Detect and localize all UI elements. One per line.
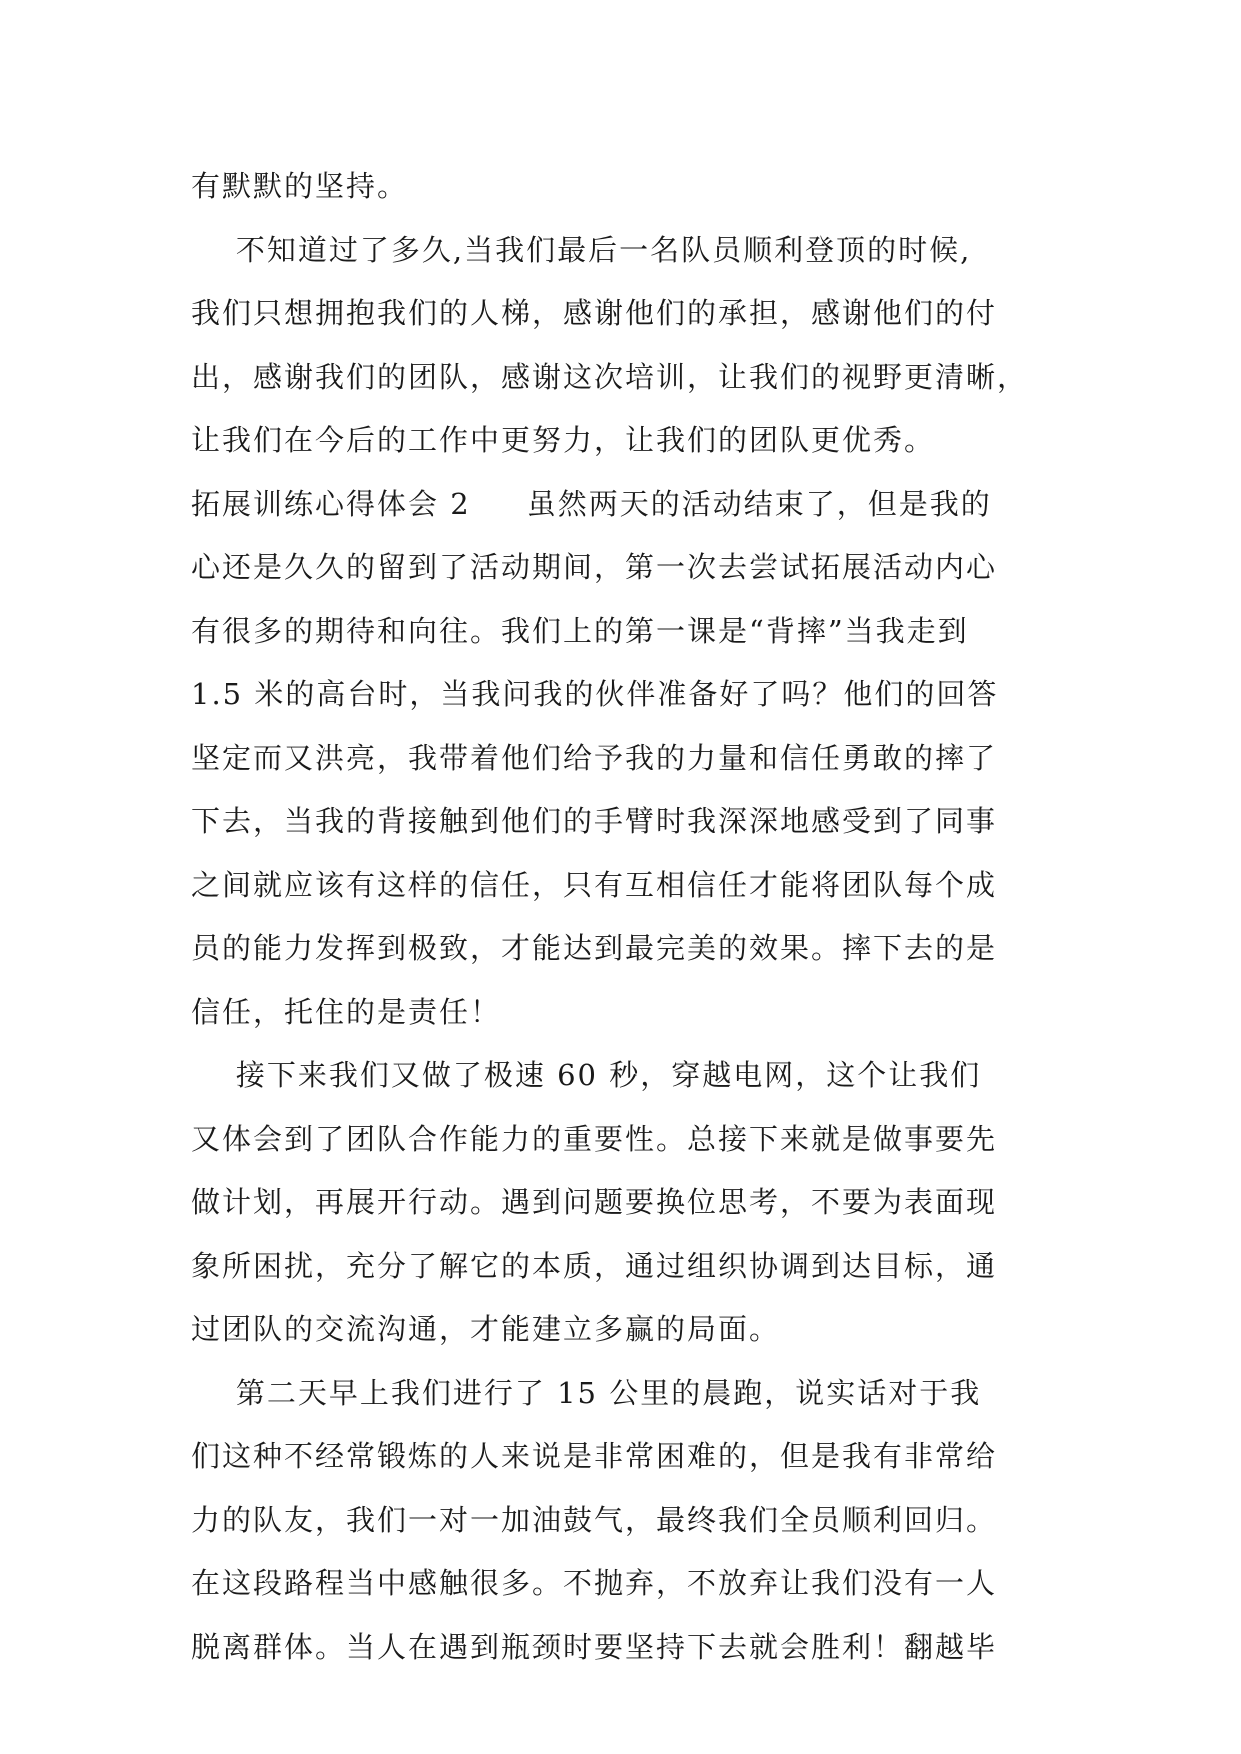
text-line: 第二天早上我们进行了 15 公里的晨跑，说实话对于我 xyxy=(191,1375,982,1410)
text-line: 让我们在今后的工作中更努力，让我们的团队更优秀。 xyxy=(191,423,936,457)
text-line: 有很多的期待和向往。我们上的第一课是“背摔”当我走到 xyxy=(191,613,969,648)
body-text xyxy=(191,155,1051,1679)
text-line: 1.5 米的高台时，当我问我的伙伴准备好了吗？他们的回答 xyxy=(191,677,999,711)
text-line: 坚定而又洪亮，我带着他们给予我的力量和信任勇敢的摔了 xyxy=(191,740,998,775)
text-line: 下去，当我的背接触到他们的手臂时我深深地感受到了同事 xyxy=(191,804,998,838)
text-line: 接下来我们又做了极速 60 秒，穿越电网，这个让我们 xyxy=(191,1058,982,1092)
text-line: 不知道过了多久,当我们最后一名队员顺利登顶的时候, xyxy=(191,232,972,267)
text-line: 力的队友，我们一对一加油鼓气，最终我们全员顺利回归。 xyxy=(191,1502,998,1537)
text-line: 们这种不经常锻炼的人来说是非常困难的，但是我有非常给 xyxy=(191,1439,998,1473)
text-line: 过团队的交流沟通，才能建立多赢的局面。 xyxy=(191,1312,781,1346)
text-line: 心还是久久的留到了活动期间，第一次去尝试拓展活动内心 xyxy=(191,550,998,584)
text-line: 之间就应该有这样的信任，只有互相信任才能将团队每个成 xyxy=(191,867,998,902)
text-line: 又体会到了团队合作能力的重要性。总接下来就是做事要先 xyxy=(191,1121,998,1156)
text-line: 脱离群体。当人在遇到瓶颈时要坚持下去就会胜利！翻越毕 xyxy=(191,1629,998,1664)
section-heading-line: 拓展训练心得体会 2 虽然两天的活动结束了，但是我的 xyxy=(191,486,992,521)
text-line: 有默默的坚持。 xyxy=(191,169,409,203)
text-line: 在这段路程当中感触很多。不抛弃，不放弃让我们没有一人 xyxy=(191,1566,998,1600)
text-line: 做计划，再展开行动。遇到问题要换位思考，不要为表面现 xyxy=(191,1185,998,1219)
text-line: 出，感谢我们的团队，感谢这次培训，让我们的视野更清晰， xyxy=(191,359,1029,394)
text-line: 信任，托住的是责任！ xyxy=(191,994,502,1029)
text-line: 我们只想拥抱我们的人梯，感谢他们的承担，感谢他们的付 xyxy=(191,296,998,330)
text-line: 员的能力发挥到极致，才能达到最完美的效果。摔下去的是 xyxy=(191,931,998,965)
text-line: 象所困扰，充分了解它的本质，通过组织协调到达目标，通 xyxy=(191,1248,998,1283)
